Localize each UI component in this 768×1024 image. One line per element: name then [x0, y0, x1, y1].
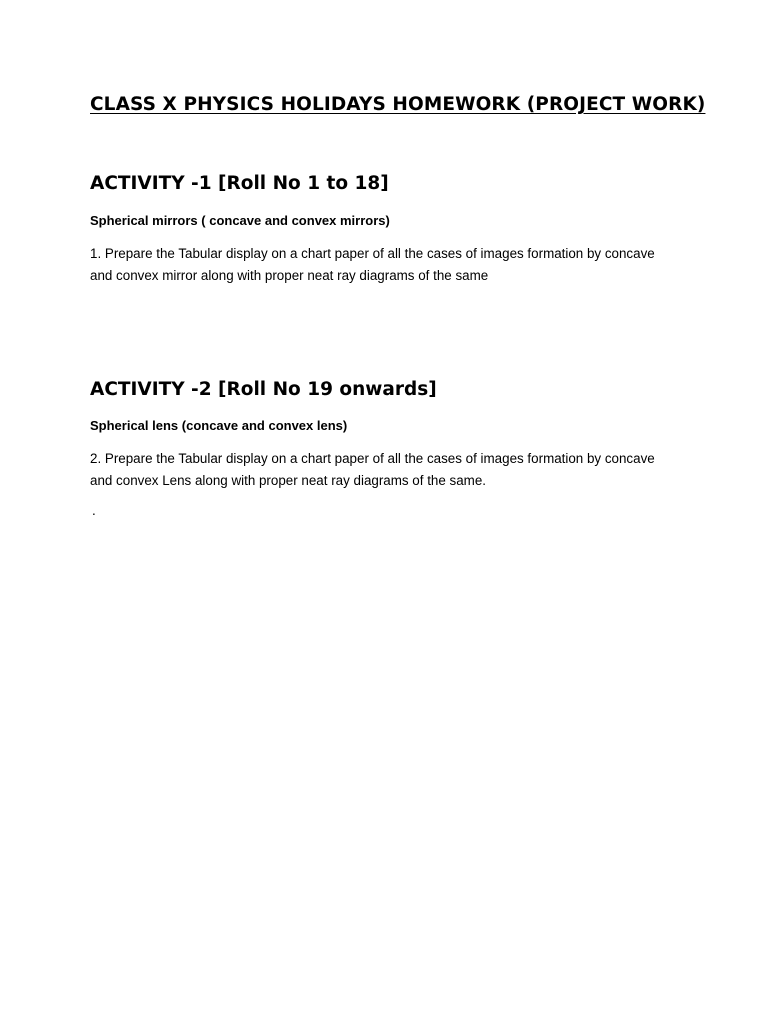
activity-2-subheading: Spherical lens (concave and convex lens) [90, 418, 348, 433]
activity-2-instruction [90, 448, 690, 492]
activity-1-instruction-line-1: 1. Prepare the Tabular display on a chart paper of all the cases of images formation by concave [90, 246, 655, 261]
activity-2-instruction-line-2: and convex Lens along with proper neat ray diagrams of the same. [90, 473, 486, 488]
activity-2-heading: ACTIVITY -2 [Roll No 19 onwards] [90, 379, 437, 400]
activity-1-instruction-line-2: and convex mirror along with proper neat ray diagrams of the same [90, 268, 489, 283]
activity-1-instruction [90, 243, 690, 287]
activity-2-instruction-line-1: 2. Prepare the Tabular display on a chart paper of all the cases of images formation by concave [90, 451, 655, 466]
activity-1-subheading: Spherical mirrors ( concave and convex mirrors) [90, 213, 390, 228]
page-title: CLASS X PHYSICS HOLIDAYS HOMEWORK (PROJECT WORK) [90, 94, 706, 115]
activity-1-heading: ACTIVITY -1 [Roll No 1 to 18] [90, 173, 389, 194]
trailing-period: . [92, 503, 96, 518]
